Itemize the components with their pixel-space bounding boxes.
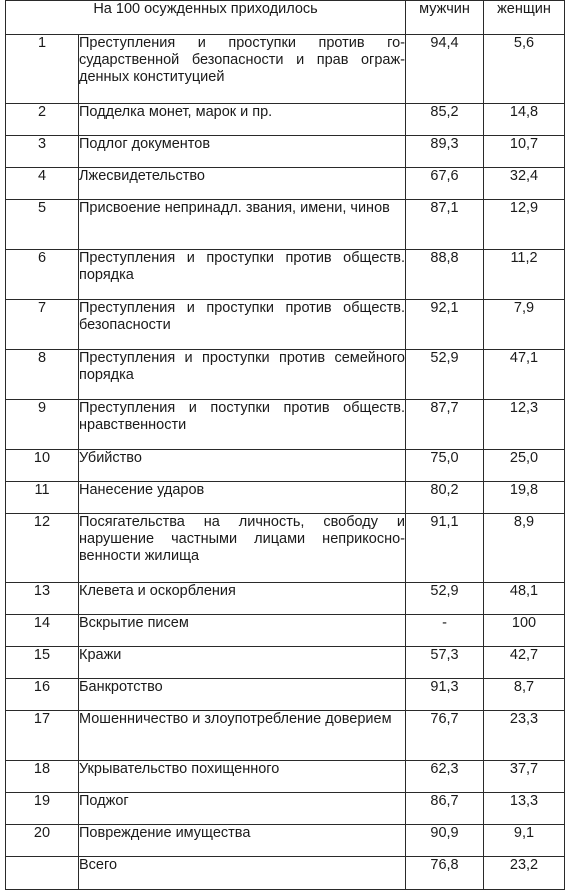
offense-name-cell: Подлог документов	[79, 136, 406, 168]
row-number-cell: 8	[6, 350, 79, 400]
table-body	[6, 35, 565, 890]
offense-name-cell: Убийство	[79, 450, 406, 482]
row-number-cell: 2	[6, 104, 79, 136]
table-row	[6, 250, 565, 300]
offense-name-cell: Укрывательство похищенного	[79, 761, 406, 793]
offense-name-cell: Подделка монет, марок и пр.	[79, 104, 406, 136]
table-row	[6, 514, 565, 583]
women-value-cell: 10,7	[484, 136, 565, 168]
table-row	[6, 450, 565, 482]
women-value-cell: 12,3	[484, 400, 565, 450]
table-row	[6, 200, 565, 250]
table-row	[6, 583, 565, 615]
row-number-cell: 6	[6, 250, 79, 300]
offense-name-cell: Присвоение непринадл. звания, имени, чинов	[79, 200, 406, 250]
header-women-cell: женщин	[484, 1, 565, 35]
women-value-cell: 8,7	[484, 679, 565, 711]
table-header-row	[6, 1, 565, 35]
header-men-cell: мужчин	[406, 1, 484, 35]
men-value-cell: 89,3	[406, 136, 484, 168]
men-value-cell: 88,8	[406, 250, 484, 300]
table-row	[6, 300, 565, 350]
row-number-cell: 9	[6, 400, 79, 450]
row-number-cell: 19	[6, 793, 79, 825]
women-value-cell: 32,4	[484, 168, 565, 200]
total-label-cell: Всего	[79, 857, 406, 890]
offense-name-cell: Посягательства на личность, свободу и нарушение частными лицами неприкосновенности жилища	[79, 514, 406, 583]
row-number-cell: 11	[6, 482, 79, 514]
offense-name-cell: Мошенничество и злоупотребление доверием	[79, 711, 406, 761]
women-value-cell: 100	[484, 615, 565, 647]
row-number-cell: 3	[6, 136, 79, 168]
offense-name-cell: Лжесвидетельство	[79, 168, 406, 200]
women-value-cell: 14,8	[484, 104, 565, 136]
table-row	[6, 679, 565, 711]
row-number-cell: 12	[6, 514, 79, 583]
table-row	[6, 793, 565, 825]
table-row	[6, 825, 565, 857]
men-value-cell: 90,9	[406, 825, 484, 857]
table-row	[6, 350, 565, 400]
men-value-cell: -	[406, 615, 484, 647]
offense-name-cell: Поджог	[79, 793, 406, 825]
row-number-cell: 20	[6, 825, 79, 857]
men-value-cell: 92,1	[406, 300, 484, 350]
offense-name-cell: Преступления и проступки против обществ. порядка	[79, 250, 406, 300]
row-number-cell: 16	[6, 679, 79, 711]
offense-name-cell: Кражи	[79, 647, 406, 679]
women-value-cell: 19,8	[484, 482, 565, 514]
table-row	[6, 168, 565, 200]
row-number-cell: 15	[6, 647, 79, 679]
offense-name-cell: Преступления и проступки против обществ. безопасности	[79, 300, 406, 350]
row-number-cell: 5	[6, 200, 79, 250]
offense-name-cell: Клевета и оскорбления	[79, 583, 406, 615]
men-value-cell: 94,4	[406, 35, 484, 104]
men-value-cell: 75,0	[406, 450, 484, 482]
men-value-cell: 57,3	[406, 647, 484, 679]
women-value-cell: 48,1	[484, 583, 565, 615]
women-value-cell: 12,9	[484, 200, 565, 250]
offense-name-cell: Банкротство	[79, 679, 406, 711]
total-men-cell: 76,8	[406, 857, 484, 890]
row-number-cell: 14	[6, 615, 79, 647]
men-value-cell: 52,9	[406, 583, 484, 615]
women-value-cell: 23,3	[484, 711, 565, 761]
men-value-cell: 52,9	[406, 350, 484, 400]
offense-name-cell: Преступления и поступки против обществ. нравственности	[79, 400, 406, 450]
table-row	[6, 104, 565, 136]
women-value-cell: 13,3	[484, 793, 565, 825]
women-value-cell: 8,9	[484, 514, 565, 583]
row-number-cell: 17	[6, 711, 79, 761]
women-value-cell: 37,7	[484, 761, 565, 793]
header-title-cell: На 100 осужденных приходилось	[6, 1, 406, 35]
offense-name-cell: Повреждение имущества	[79, 825, 406, 857]
offense-name-cell: Преступления и проступки против государственной безопасности и прав огражденных конституцией	[79, 35, 406, 104]
women-value-cell: 9,1	[484, 825, 565, 857]
row-number-cell: 10	[6, 450, 79, 482]
table-row	[6, 400, 565, 450]
men-value-cell: 87,1	[406, 200, 484, 250]
men-value-cell: 85,2	[406, 104, 484, 136]
table-row	[6, 482, 565, 514]
table-row	[6, 615, 565, 647]
offense-name-cell: Вскрытие писем	[79, 615, 406, 647]
men-value-cell: 67,6	[406, 168, 484, 200]
table-row	[6, 761, 565, 793]
table-row	[6, 647, 565, 679]
row-number-cell: 7	[6, 300, 79, 350]
men-value-cell: 62,3	[406, 761, 484, 793]
women-value-cell: 47,1	[484, 350, 565, 400]
total-women-cell: 23,2	[484, 857, 565, 890]
women-value-cell: 7,9	[484, 300, 565, 350]
men-value-cell: 76,7	[406, 711, 484, 761]
men-value-cell: 87,7	[406, 400, 484, 450]
women-value-cell: 5,6	[484, 35, 565, 104]
offense-name-cell: Нанесение ударов	[79, 482, 406, 514]
row-number-cell: 13	[6, 583, 79, 615]
men-value-cell: 91,3	[406, 679, 484, 711]
row-number-cell: 4	[6, 168, 79, 200]
statistics-table	[5, 0, 565, 890]
women-value-cell: 25,0	[484, 450, 565, 482]
table-row	[6, 35, 565, 104]
offense-name-cell: Преступления и проступки против семейного порядка	[79, 350, 406, 400]
women-value-cell: 42,7	[484, 647, 565, 679]
men-value-cell: 86,7	[406, 793, 484, 825]
men-value-cell: 91,1	[406, 514, 484, 583]
men-value-cell: 80,2	[406, 482, 484, 514]
row-number-cell: 18	[6, 761, 79, 793]
total-number-cell	[6, 857, 79, 890]
table-row	[6, 711, 565, 761]
table-total-row	[6, 857, 565, 890]
row-number-cell: 1	[6, 35, 79, 104]
women-value-cell: 11,2	[484, 250, 565, 300]
table-row	[6, 136, 565, 168]
